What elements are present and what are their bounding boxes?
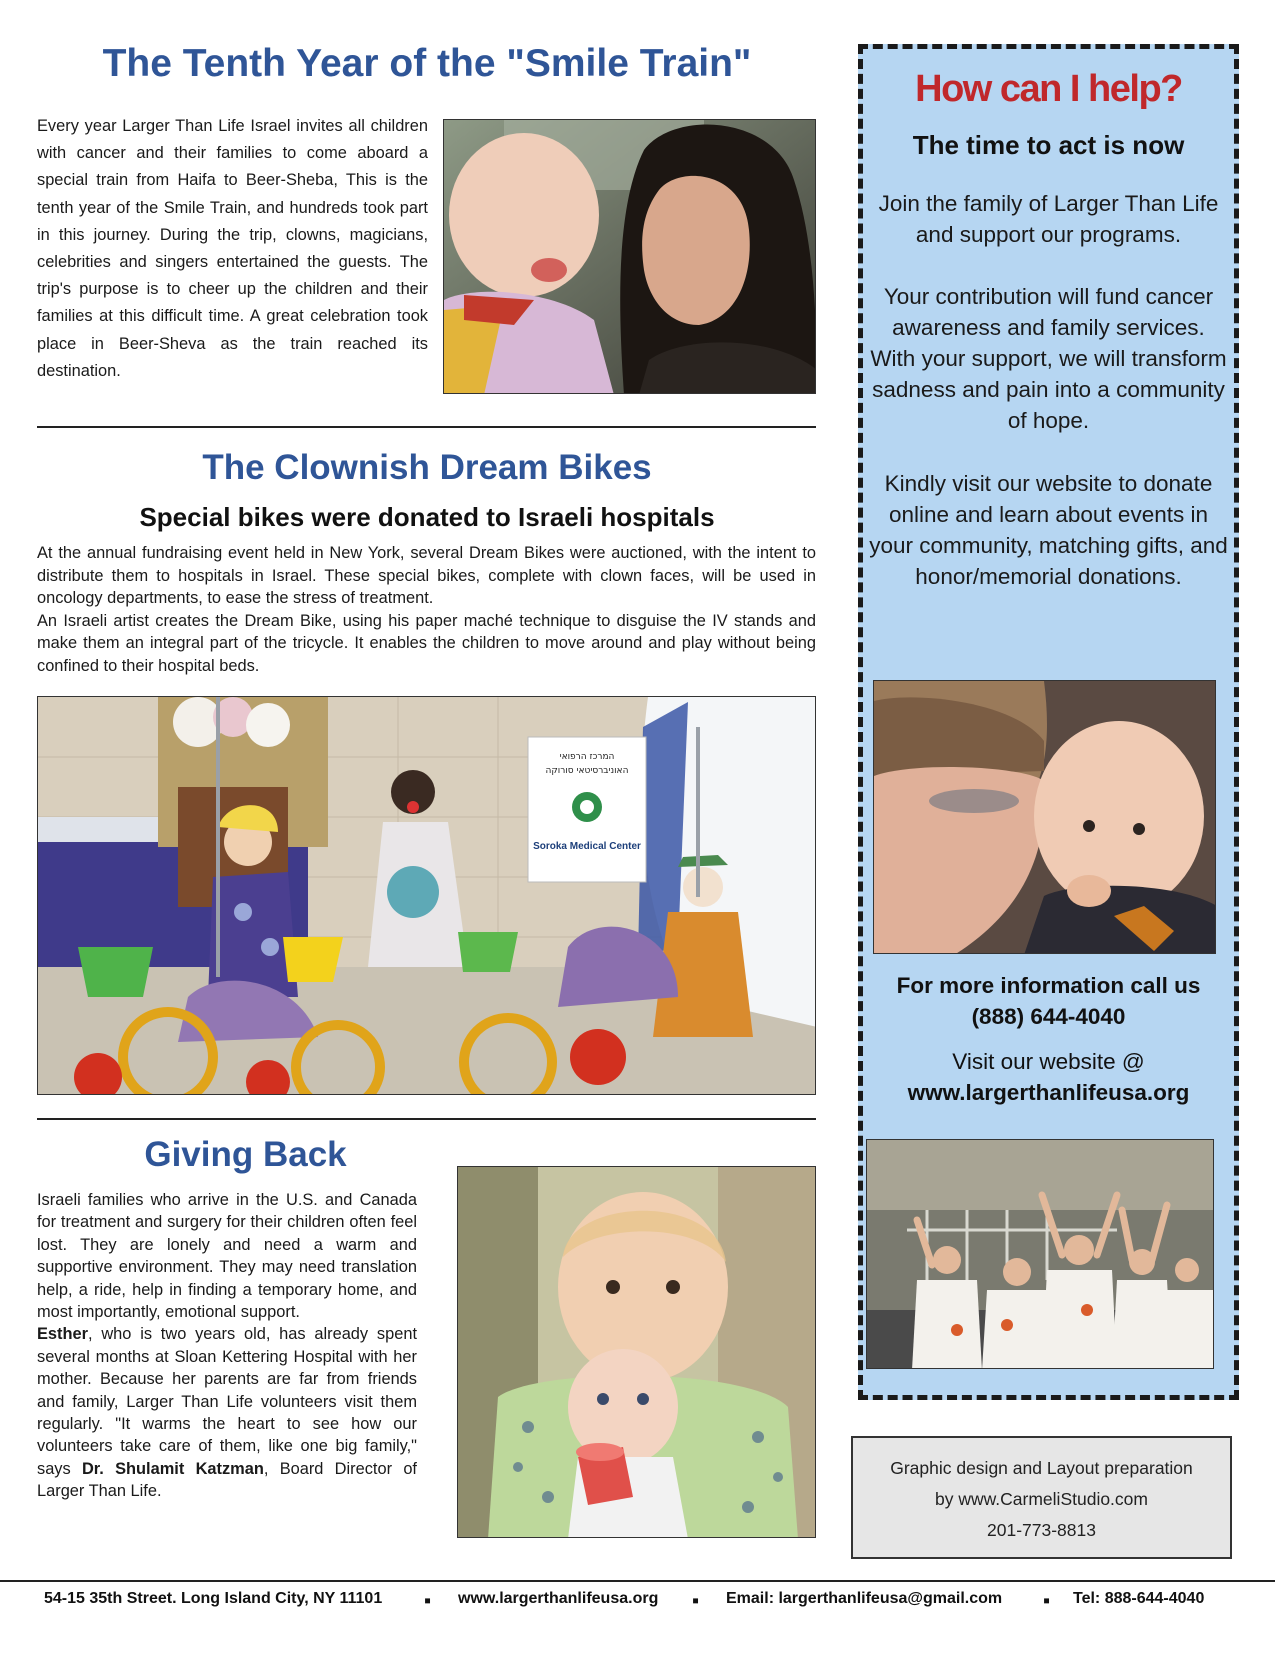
- credit-line-1: Graphic design and Layout preparation: [890, 1458, 1193, 1478]
- footer-separator: ▪: [1043, 1590, 1051, 1612]
- footer-address: 54-15 35th Street. Long Island City, NY 11101: [44, 1590, 383, 1607]
- giving-back-paragraph-1: Israeli families who arrive in the U.S. and Canada for treatment and surgery for their children often feel lost. They are lonely and need a warm and supportive environment. They may need translation help, a ride, help in finding a temporary home, and most importantly, emotional support.: [37, 1191, 417, 1322]
- giving-back-paragraph-2-end: , Board Director of Larger Than Life.: [37, 1459, 417, 1501]
- more-info-text: For more information call us: [896, 973, 1201, 998]
- photo-child-with-doll: [457, 1166, 816, 1538]
- esther-name: Esther: [37, 1325, 89, 1344]
- footer-email-link[interactable]: Email: largerthanlifeusa@gmail.com: [726, 1590, 1003, 1607]
- design-credit-box: [851, 1436, 1232, 1559]
- sidebar-contribution-text: Your contribution will fund cancer awareness and family services. With your support, we will transform sadness and pain into a community of hope.: [870, 284, 1227, 433]
- footer-separator: ▪: [692, 1590, 700, 1612]
- footer-website-link[interactable]: www.largerthanlifeusa.org: [458, 1590, 659, 1607]
- photo-clown-tricycles: [37, 696, 816, 1095]
- dream-bikes-paragraph-1: At the annual fundraising event held in New York, several Dream Bikes were auctioned, with the intent to distribute them to hospitals in Israel. These special bikes, complete with clown faces, will be used in oncology departments, to ease the stress of treatment.: [37, 544, 816, 608]
- photo-children-cheering: [866, 1139, 1214, 1369]
- sign-soroka-label: Soroka Medical Center: [533, 841, 641, 852]
- dream-bikes-paragraph-2: An Israeli artist creates the Dream Bike, using his paper maché technique to disguise the IV stands and make them an integral part of the tricycle. It enables the children to move around and play without being confined to their hospital beds.: [37, 611, 816, 675]
- article-title-giving-back: Giving Back: [144, 1135, 347, 1174]
- how-can-i-help-heading: How can I help?: [915, 68, 1182, 110]
- more-information-callout: [868, 970, 1229, 1032]
- section-divider: [37, 426, 816, 428]
- doctor-name: Dr. Shulamit Katzman: [81, 1459, 264, 1478]
- visit-website-label: Visit our website @: [952, 1049, 1145, 1074]
- phone-number: (888) 644-4040: [971, 1004, 1126, 1029]
- section-divider: [37, 1118, 816, 1120]
- article-subtitle-dream-bikes: Special bikes were donated to Israeli hospitals: [139, 502, 715, 532]
- sign-hebrew-line-1: המרכז הרפואי: [559, 752, 615, 762]
- photo-mother-with-baby: [873, 680, 1216, 954]
- time-to-act-subheading: The time to act is now: [912, 130, 1185, 160]
- article-title-smile-train: The Tenth Year of the "Smile Train": [102, 42, 752, 85]
- sidebar-visit-text: Kindly visit our website to donate online and learn about events in your community, matching gifts, and honor/memorial donations.: [869, 471, 1228, 589]
- photo-mother-and-child: [443, 119, 816, 394]
- article-body-giving-back: [37, 1189, 417, 1503]
- article-title-dream-bikes: The Clownish Dream Bikes: [202, 448, 652, 487]
- giving-back-paragraph-2: [37, 1323, 417, 1502]
- footer-separator: ▪: [424, 1590, 432, 1612]
- sidebar-website-link[interactable]: www.largerthanlifeusa.org: [907, 1080, 1190, 1105]
- footer-contact-bar: [0, 1590, 1275, 1614]
- article-body-smile-train: Every year Larger Than Life Israel invites all children with cancer and their families to come aboard a special train from Haifa to Beer-Sheba, This is the tenth year of the Smile Train, and hundreds took part in this journey. During the trip, clowns, magicians, celebrities and singers entertained the guests. The trip's purpose is to cheer up the children and their families at this difficult time. A great celebration took place in Beer-Sheva as the train reached its destination.: [37, 117, 428, 380]
- visit-website-callout: [868, 1046, 1229, 1108]
- sidebar-join-text: Join the family of Larger Than Life and support our programs.: [878, 191, 1219, 247]
- footer-divider: [0, 1580, 1275, 1582]
- credit-line-2: by www.CarmeliStudio.com: [935, 1489, 1148, 1509]
- footer-telephone: Tel: 888-644-4040: [1073, 1590, 1205, 1607]
- credit-phone: 201-773-8813: [987, 1520, 1096, 1540]
- giving-back-paragraph-2-text: , who is two years old, has already spent several months at Sloan Kettering Hospital with her mother. Because her parents are far from friends and family, Larger Than Life volunteers visit them regularly. "It warms the heart to see how our volunteers take care of them, like one big family," says: [37, 1325, 417, 1478]
- sign-hebrew-line-2: האוניברסיטאי סורוקה: [545, 766, 629, 776]
- article-body-dream-bikes: [37, 542, 816, 678]
